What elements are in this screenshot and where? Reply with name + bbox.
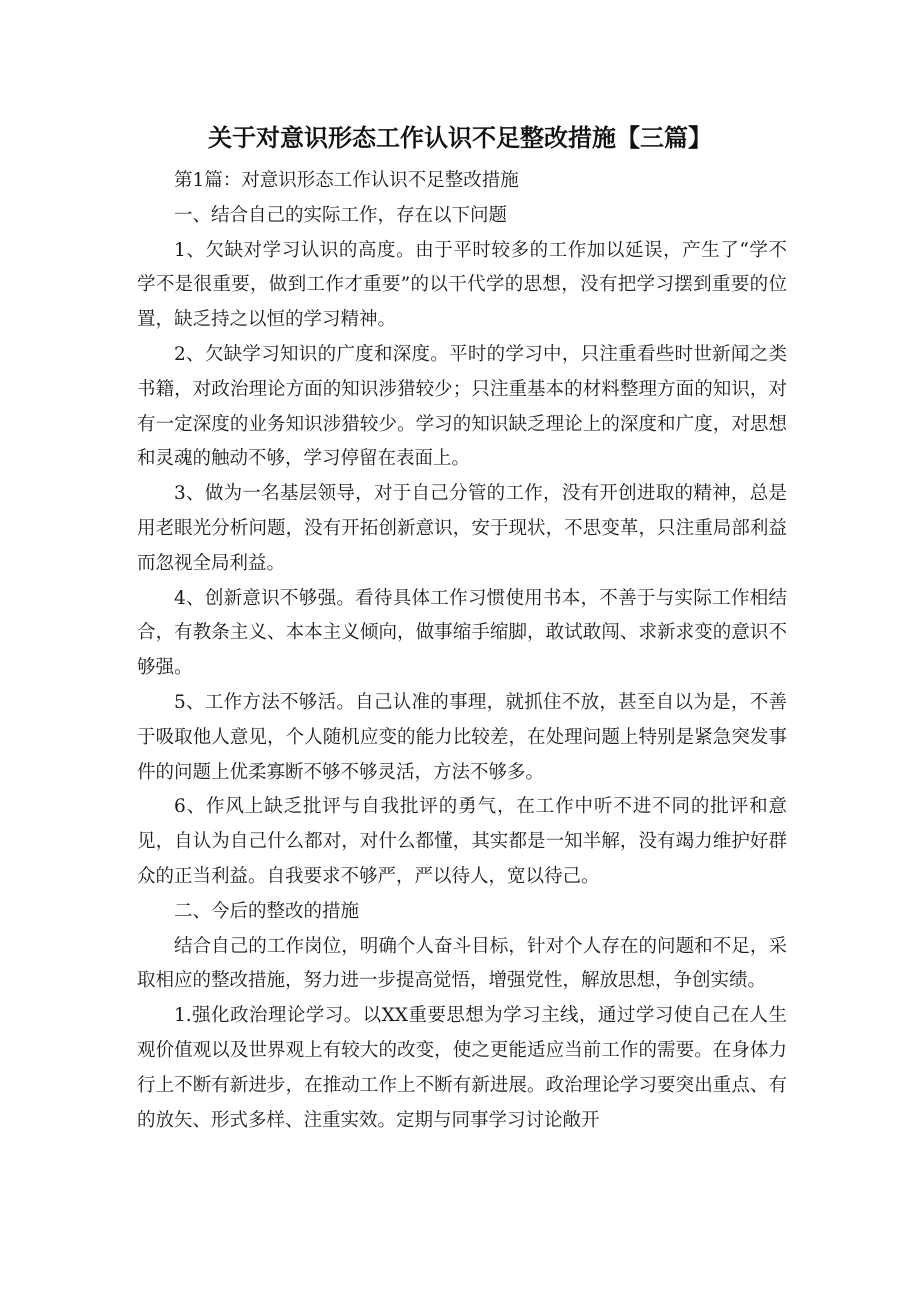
section-heading-part-1: 第1篇：对意识形态工作认识不足整改措施 [174, 170, 519, 191]
document-body [137, 164, 787, 1138]
section-heading-problems: 一、结合自己的实际工作，存在以下问题 [174, 204, 508, 226]
section-heading-measures: 二、今后的整改的措施 [174, 900, 360, 922]
paragraph-problem-1: 1、欠缺对学习认识的高度。由于平时较多的工作加以延误，产生了“学不学不是很重要，做到工作才重要”的以干代学的思想，没有把学习摆到重要的位置，缺乏持之以恒的学习精神。 [137, 239, 787, 331]
paragraph-measures-intro: 结合自己的工作岗位，明确个人奋斗目标，针对个人存在的问题和不足，采取相应的整改措施，努力进一步提高觉悟，增强党性，解放思想，争创实绩。 [137, 935, 787, 992]
paragraph-problem-2: 2、欠缺学习知识的广度和深度。平时的学习中，只注重看些时世新闻之类书籍，对政治理论方面的知识涉猎较少；只注重基本的材料整理方面的知识，对有一定深度的业务知识涉猎较少。学习的知识缺乏理论上的深度和广度，对思想和灵魂的触动不够，学习停留在表面上。 [137, 343, 787, 470]
paragraph-problem-5: 5、工作方法不够活。自己认准的事理，就抓住不放，甚至自以为是，不善于吸取他人意见，个人随机应变的能力比较差，在处理问题上特别是紧急突发事件的问题上优柔寡断不够不够灵活，方法不够多。 [137, 691, 787, 783]
document-title: 关于对意识形态工作认识不足整改措施【三篇】 [208, 124, 712, 152]
paragraph-problem-4: 4、创新意识不够强。看待具体工作习惯使用书本，不善于与实际工作相结合，有教条主义、本本主义倾向，做事缩手缩脚，敢试敢闯、求新求变的意识不够强。 [137, 587, 787, 679]
paragraph-problem-6: 6、作风上缺乏批评与自我批评的勇气，在工作中听不进不同的批评和意见，自认为自己什么都对，对什么都懂，其实都是一知半解，没有竭力维护好群众的正当利益。自我要求不够严，严以待人，宽以待己。 [137, 796, 787, 887]
paragraph-measure-1: 1.强化政治理论学习。以XX重要思想为学习主线，通过学习使自己在人生观价值观以及世界观上有较大的改变，使之更能适应当前工作的需要。在身体力行上不断有新进步，在推动工作上不断有新进展。政治理论学习要突出重点、有的放矢、形式多样、注重实效。定期与同事学习讨论敞开 [137, 1005, 787, 1131]
paragraph-problem-3: 3、做为一名基层领导，对于自己分管的工作，没有开创进取的精神，总是用老眼光分析问题，没有开拓创新意识，安于现状，不思变革，只注重局部利益而忽视全局利益。 [137, 483, 787, 574]
